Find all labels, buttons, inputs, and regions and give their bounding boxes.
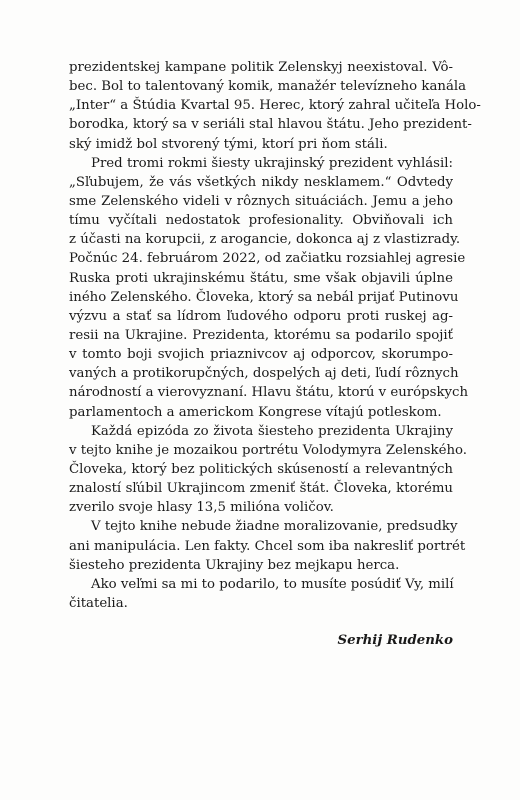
body-text xyxy=(69,58,481,650)
text-line: šiesteho prezidenta Ukrajiny bez mejkapu herca. xyxy=(69,557,400,573)
text-line: Ruska proti ukrajinskému štátu, sme však objavili úplne xyxy=(69,270,453,286)
text-line: Počnúc 24. februárom 2022, od začiatku rozsiahlej agresie xyxy=(69,251,466,267)
text-line: národností a vierovyznaní. Hlavu štátu, ktorú v európskych xyxy=(69,385,469,401)
paragraph-1 xyxy=(69,58,481,154)
author-signature: Serhij Rudenko xyxy=(337,633,453,649)
text-line: čitatelia. xyxy=(69,595,128,611)
text-line: zverilo svoje hlasy 13,5 milióna voličov. xyxy=(69,500,334,516)
text-line: Pred tromi rokmi šiesty ukrajinský prezident vyhlásil: xyxy=(91,155,453,171)
text-line: parlamentoch a americkom Kongrese vítajú potleskom. xyxy=(69,404,442,420)
text-line: Ako veľmi sa mi to podarilo, to musíte posúdiť Vy, milí xyxy=(91,576,454,592)
text-line: ani manipulácia. Len fakty. Chcel som iba nakresliť portrét xyxy=(69,538,466,554)
text-line: ský imidž bol stvorený tými, ktorí pri ňom stáli. xyxy=(69,136,388,152)
paragraph-4 xyxy=(69,517,466,574)
text-line: sme Zelenského videli v rôznych situáciách. Jemu a jeho xyxy=(69,193,453,209)
paragraph-5 xyxy=(69,575,453,613)
text-line: výzvu a stať sa lídrom ľudového odporu proti ruskej ag- xyxy=(69,308,453,324)
text-line: iného Zelenského. Človeka, ktorý sa nebál prijať Putinovu xyxy=(69,289,459,305)
text-line: v tejto knihe je mozaikou portrétu Volodymyra Zelenského. xyxy=(69,442,468,458)
text-line: tímu vyčítali nedostatok profesionality. Obviňovali ich xyxy=(69,213,453,229)
text-line: v tomto boji svojich priaznivcov aj odporcov, skorumpo- xyxy=(69,347,453,363)
text-line: borodka, ktorý sa v seriáli stal hlavou štátu. Jeho prezident- xyxy=(69,117,472,133)
text-line: Každá epizóda zo života šiesteho prezidenta Ukrajiny xyxy=(91,423,453,439)
spacer xyxy=(69,613,453,631)
text-line: z účasti na korupcii, z arogancie, dokonca aj z vlastizrady. xyxy=(69,232,461,248)
text-line: V tejto knihe nebude žiadne moralizovanie, predsudky xyxy=(91,519,458,535)
paragraph-3 xyxy=(69,422,468,518)
text-line: resii na Ukrajine. Prezidenta, ktorému sa podarilo spojiť xyxy=(69,327,453,343)
text-line: Človeka, ktorý bez politických skúseností a relevantných xyxy=(69,461,453,477)
text-line: bec. Bol to talentovaný komik, manažér televízneho kanála xyxy=(69,79,467,95)
text-line: „Sľubujem, že vás všetkých nikdy nesklamem.“ Odvtedy xyxy=(69,174,453,190)
text-line: vaných a protikorupčných, dospelých aj deti, ľudí rôznych xyxy=(69,366,459,382)
text-line: znalostí sľúbil Ukrajincom zmeniť štát. Človeka, ktorému xyxy=(69,481,453,497)
text-line: „Inter“ a Štúdia Kvartal 95. Herec, ktorý zahral učiteľa Holo- xyxy=(69,98,481,114)
text-line: prezidentskej kampane politik Zelenskyj neexistoval. Vô- xyxy=(69,60,453,75)
paragraph-2 xyxy=(69,154,469,422)
